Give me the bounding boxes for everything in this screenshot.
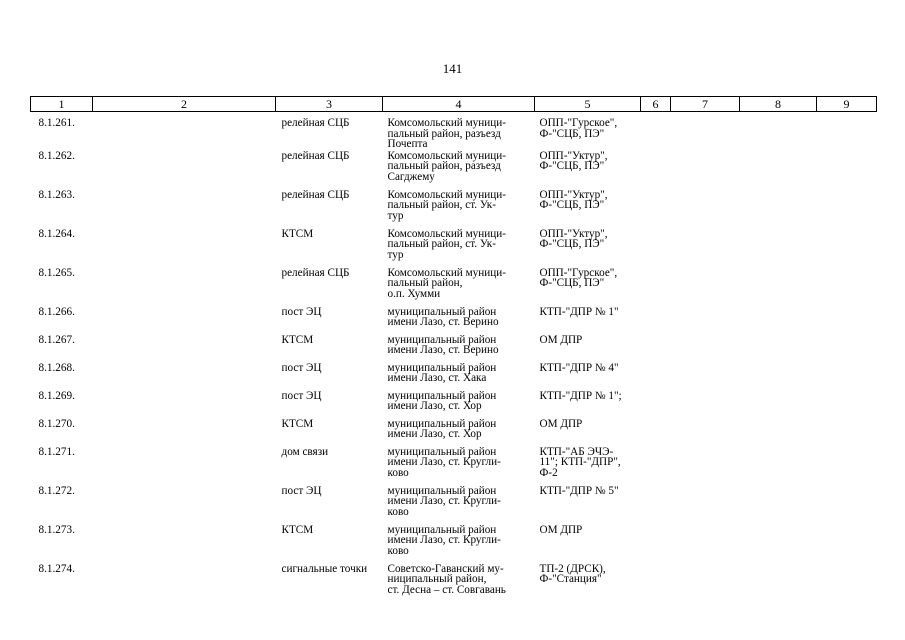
power-source-cell-line: Ф-"СЦБ, ПЭ"	[539, 127, 605, 140]
col9-cell	[817, 363, 877, 391]
col9-cell	[817, 151, 877, 190]
header-cell: 7	[671, 97, 740, 112]
power-source-cell-line: ОПП-"Уктур",	[539, 149, 608, 162]
col2-cell	[93, 486, 276, 525]
table-row	[31, 525, 877, 564]
row-number: 8.1.273.	[38, 523, 75, 536]
col9-cell	[817, 335, 877, 363]
power-source-cell	[535, 564, 641, 603]
location-cell-line: муниципальный район	[387, 361, 497, 374]
col2-cell	[93, 391, 276, 419]
object-type: релейная СЦБ	[281, 188, 350, 201]
power-source-cell-line: КТП-"ДПР № 5"	[539, 484, 619, 497]
col8-cell	[740, 151, 817, 190]
page-number: 141	[442, 61, 463, 76]
col6-cell	[641, 525, 671, 564]
location-cell	[383, 391, 535, 419]
location-cell-line: имени Лазо, ст. Хака	[387, 372, 487, 384]
col8-cell	[740, 190, 817, 229]
col7-cell	[671, 391, 740, 419]
col9-cell	[817, 486, 877, 525]
row-number: 8.1.274.	[38, 562, 75, 575]
col7-cell	[671, 229, 740, 268]
data-table	[30, 96, 877, 603]
table-row	[31, 419, 877, 447]
power-source-cell-line: Ф-"СЦБ, ПЭ"	[539, 277, 605, 289]
row-number: 8.1.263.	[38, 188, 75, 201]
row-number: 8.1.272.	[38, 484, 75, 497]
header-cell: 5	[535, 97, 641, 112]
col9-cell	[817, 419, 877, 447]
location-cell-line: муниципальный район	[387, 389, 497, 402]
table-row	[31, 335, 877, 363]
col9-cell	[817, 229, 877, 268]
table-header	[31, 97, 877, 112]
table-row	[31, 447, 877, 486]
location-cell	[383, 486, 535, 525]
col7-cell	[671, 525, 740, 564]
col6-cell	[641, 564, 671, 603]
table-row	[31, 112, 877, 151]
object-type: КТСМ	[281, 523, 314, 536]
col7-cell	[671, 268, 740, 307]
row-number: 8.1.264.	[38, 227, 75, 240]
power-source-cell-line: ОМ ДПР	[539, 523, 583, 536]
location-cell-line: Комсомольский муници-	[387, 227, 506, 240]
col7-cell	[671, 447, 740, 486]
col7-cell	[671, 151, 740, 190]
col7-cell	[671, 190, 740, 229]
power-source-cell-line: Ф-"СЦБ, ПЭ"	[539, 238, 605, 250]
col8-cell	[740, 268, 817, 307]
location-cell-line: имени Лазо, ст. Верино	[387, 316, 499, 328]
col8-cell	[740, 391, 817, 419]
col7-cell	[671, 335, 740, 363]
col9-cell	[817, 564, 877, 603]
col2-cell	[93, 419, 276, 447]
power-source-cell-line: ТП-2 (ДРСК),	[539, 562, 606, 575]
col8-cell	[740, 112, 817, 151]
col2-cell	[93, 190, 276, 229]
location-cell-line: ково	[387, 466, 409, 479]
col8-cell	[740, 419, 817, 447]
row-number: 8.1.268.	[38, 361, 75, 374]
col6-cell	[641, 268, 671, 307]
col6-cell	[641, 447, 671, 486]
power-source-cell-line: ОПП-"Уктур",	[539, 188, 608, 201]
location-cell-line: пальный район, разъезд	[387, 127, 501, 140]
power-source-cell-line: КТП-"АБ ЭЧЭ-	[539, 445, 614, 458]
location-cell-line: муниципальный район	[387, 523, 497, 536]
object-type: релейная СЦБ	[281, 117, 350, 129]
object-type: дом связи	[281, 445, 329, 458]
col6-cell	[641, 419, 671, 447]
power-source-cell	[535, 307, 641, 335]
location-cell	[383, 307, 535, 335]
col2-cell	[93, 564, 276, 603]
object-type: КТСМ	[281, 227, 314, 240]
power-source-cell	[535, 229, 641, 268]
power-source-cell-line: Ф-"СЦБ, ПЭ"	[539, 160, 605, 172]
power-source-cell	[535, 447, 641, 486]
power-source-cell-line: ОМ ДПР	[539, 333, 583, 346]
col2-cell	[93, 335, 276, 363]
table-row	[31, 229, 877, 268]
table-row	[31, 564, 877, 603]
location-cell-line: имени Лазо, ст. Кругли-	[387, 456, 501, 468]
col6-cell	[641, 229, 671, 268]
col7-cell	[671, 419, 740, 447]
power-source-cell-line: КТП-"ДПР № 1";	[539, 389, 622, 402]
col8-cell	[740, 525, 817, 564]
col2-cell	[93, 525, 276, 564]
power-source-cell	[535, 363, 641, 391]
col7-cell	[671, 307, 740, 335]
col6-cell	[641, 335, 671, 363]
col9-cell	[817, 190, 877, 229]
power-source-cell	[535, 268, 641, 307]
location-cell-line: ниципальный район,	[387, 573, 487, 585]
header-cell: 6	[641, 97, 671, 112]
location-cell-line: ст. Десна – ст. Совгавань	[387, 583, 506, 596]
table-row	[31, 363, 877, 391]
col7-cell	[671, 564, 740, 603]
location-cell-line: имени Лазо, ст. Верино	[387, 344, 499, 356]
power-source-cell	[535, 419, 641, 447]
row-number: 8.1.267.	[38, 333, 75, 346]
power-source-cell-line: Ф-"СЦБ, ПЭ"	[539, 199, 605, 211]
location-cell-line: тур	[387, 248, 404, 261]
col6-cell	[641, 112, 671, 151]
table-row	[31, 190, 877, 229]
col6-cell	[641, 363, 671, 391]
col2-cell	[93, 112, 276, 151]
location-cell-line: муниципальный район	[387, 417, 497, 430]
location-cell-line: Комсомольский муници-	[387, 266, 506, 279]
location-cell-line: пальный район, ст. Ук-	[387, 238, 496, 250]
col9-cell	[817, 112, 877, 151]
col7-cell	[671, 363, 740, 391]
location-cell-line: ково	[387, 544, 409, 557]
location-cell-line: пальный район, ст. Ук-	[387, 199, 496, 211]
location-cell-line: муниципальный район	[387, 305, 497, 318]
row-number: 8.1.271.	[38, 445, 75, 458]
power-source-cell-line: ОПП-"Гурское",	[539, 266, 618, 279]
power-source-cell-line: Ф-"Станция"	[539, 573, 602, 585]
row-number: 8.1.261.	[38, 117, 75, 129]
col8-cell	[740, 363, 817, 391]
row-number: 8.1.269.	[38, 389, 75, 402]
power-source-cell	[535, 391, 641, 419]
table-row	[31, 486, 877, 525]
location-cell	[383, 335, 535, 363]
col6-cell	[641, 151, 671, 190]
power-source-cell	[535, 486, 641, 525]
power-source-cell-line: КТП-"ДПР № 4"	[539, 361, 619, 374]
power-source-cell	[535, 112, 641, 151]
location-cell-line: пальный район,	[387, 277, 463, 289]
object-type: пост ЭЦ	[281, 484, 322, 497]
power-source-cell-line: ОПП-"Уктур",	[539, 227, 608, 240]
power-source-cell	[535, 525, 641, 564]
col9-cell	[817, 391, 877, 419]
object-type: КТСМ	[281, 417, 314, 430]
location-cell-line: муниципальный район	[387, 333, 497, 346]
location-cell	[383, 363, 535, 391]
location-cell-line: Комсомольский муници-	[387, 117, 506, 129]
table-row	[31, 151, 877, 190]
col8-cell	[740, 447, 817, 486]
location-cell-line: имени Лазо, ст. Кругли-	[387, 534, 501, 546]
header-cell: 9	[817, 97, 877, 112]
col9-cell	[817, 307, 877, 335]
object-type: сигнальные точки	[281, 562, 368, 575]
location-cell	[383, 564, 535, 603]
col8-cell	[740, 335, 817, 363]
location-cell-line: о.п. Хумми	[387, 287, 441, 300]
location-cell	[383, 151, 535, 190]
table-row	[31, 268, 877, 307]
col8-cell	[740, 564, 817, 603]
col6-cell	[641, 486, 671, 525]
col9-cell	[817, 268, 877, 307]
object-type: КТСМ	[281, 333, 314, 346]
power-source-cell-line: ОМ ДПР	[539, 417, 583, 430]
table-body	[31, 112, 877, 603]
header-cell: 4	[383, 97, 535, 112]
row-number: 8.1.266.	[38, 305, 75, 318]
power-source-cell-line: ОПП-"Гурское",	[539, 117, 618, 129]
col2-cell	[93, 363, 276, 391]
col8-cell	[740, 229, 817, 268]
location-cell-line: имени Лазо, ст. Хор	[387, 400, 482, 412]
location-cell	[383, 525, 535, 564]
location-cell-line: имени Лазо, ст. Хор	[387, 428, 482, 440]
col8-cell	[740, 307, 817, 335]
col2-cell	[93, 151, 276, 190]
row-number: 8.1.265.	[38, 266, 75, 279]
col9-cell	[817, 447, 877, 486]
power-source-cell	[535, 335, 641, 363]
location-cell-line: Сагджему	[387, 170, 435, 183]
col2-cell	[93, 307, 276, 335]
location-cell-line: пальный район, разъезд	[387, 160, 501, 172]
power-source-cell-line: КТП-"ДПР № 1"	[539, 305, 619, 318]
table-row	[31, 307, 877, 335]
location-cell-line: Комсомольский муници-	[387, 188, 506, 201]
location-cell-line: Комсомольский муници-	[387, 149, 506, 162]
object-type: релейная СЦБ	[281, 266, 350, 279]
object-type: пост ЭЦ	[281, 305, 322, 318]
col2-cell	[93, 447, 276, 486]
col6-cell	[641, 190, 671, 229]
location-cell-line: муниципальный район	[387, 484, 497, 497]
location-cell-line: муниципальный район	[387, 445, 497, 458]
location-cell	[383, 419, 535, 447]
location-cell-line: Почепта	[387, 138, 428, 150]
header-cell: 2	[93, 97, 276, 112]
col8-cell	[740, 486, 817, 525]
location-cell	[383, 112, 535, 151]
power-source-cell-line: Ф-2	[539, 466, 558, 479]
col9-cell	[817, 525, 877, 564]
header-row	[31, 97, 877, 112]
object-type: пост ЭЦ	[281, 361, 322, 374]
col7-cell	[671, 112, 740, 151]
power-source-cell-line: 11"; КТП-"ДПР",	[539, 456, 621, 468]
location-cell-line: ково	[387, 505, 409, 518]
object-type: релейная СЦБ	[281, 149, 350, 162]
location-cell-line: имени Лазо, ст. Кругли-	[387, 495, 501, 507]
row-number: 8.1.270.	[38, 417, 75, 430]
location-cell	[383, 268, 535, 307]
power-source-cell	[535, 151, 641, 190]
col2-cell	[93, 268, 276, 307]
col2-cell	[93, 229, 276, 268]
location-cell-line: тур	[387, 209, 404, 222]
col7-cell	[671, 486, 740, 525]
location-cell	[383, 229, 535, 268]
power-source-cell	[535, 190, 641, 229]
location-cell-line: Советско-Гаванский му-	[387, 562, 504, 575]
col6-cell	[641, 391, 671, 419]
table-row	[31, 391, 877, 419]
location-cell	[383, 190, 535, 229]
header-cell: 1	[31, 97, 93, 112]
object-type: пост ЭЦ	[281, 389, 322, 402]
col6-cell	[641, 307, 671, 335]
header-cell: 8	[740, 97, 817, 112]
row-number: 8.1.262.	[38, 149, 75, 162]
location-cell	[383, 447, 535, 486]
header-cell: 3	[276, 97, 383, 112]
